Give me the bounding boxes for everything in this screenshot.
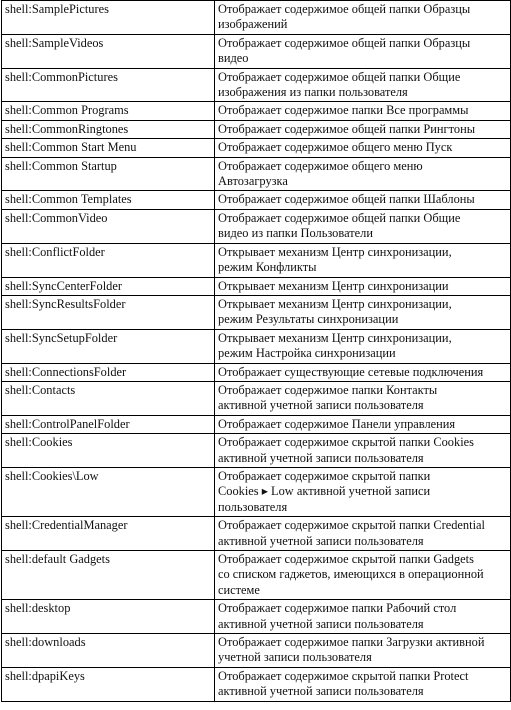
command-cell: shell:SyncSetupFolder bbox=[2, 329, 215, 363]
table-row bbox=[2, 634, 511, 668]
description-cell: Отображает содержимое общего меню Пуск bbox=[215, 139, 511, 157]
command-cell: shell:default Gadgets bbox=[2, 551, 215, 600]
command-cell: shell:Contacts bbox=[2, 381, 215, 415]
table-row bbox=[2, 102, 511, 120]
shell-commands-table bbox=[1, 0, 511, 702]
table-row bbox=[2, 551, 511, 600]
description-cell: Отображает содержимое общей папки Образцы видео bbox=[215, 34, 511, 68]
table-row bbox=[2, 295, 511, 329]
description-cell: Отображает содержимое общей папки Рингтоны bbox=[215, 120, 511, 138]
command-cell: shell:Common Programs bbox=[2, 102, 215, 120]
description-cell: Открывает механизм Центр синхронизации, режим Конфликты bbox=[215, 243, 511, 277]
description-cell: Открывает механизм Центр синхронизации, режим Результаты синхронизации bbox=[215, 295, 511, 329]
command-cell: shell:ControlPanelFolder bbox=[2, 415, 215, 433]
command-cell: shell:dpapiKeys bbox=[2, 667, 215, 701]
command-cell: shell:ConflictFolder bbox=[2, 243, 215, 277]
command-cell: shell:SamplePictures bbox=[2, 1, 215, 35]
table-row bbox=[2, 600, 511, 634]
command-cell: shell:SyncResultsFolder bbox=[2, 295, 215, 329]
command-cell: shell:Cookies\Low bbox=[2, 467, 215, 516]
command-cell: shell:SyncCenterFolder bbox=[2, 277, 215, 295]
description-cell: Отображает содержимое общей папки Шаблоны bbox=[215, 191, 511, 209]
description-cell: Отображает содержимое скрытой папки Gadgets со списком гаджетов, имеющихся в операционной системе bbox=[215, 551, 511, 600]
description-cell: Отображает содержимое папки Контакты активной учетной записи пользователя bbox=[215, 381, 511, 415]
table-row bbox=[2, 467, 511, 516]
table-row bbox=[2, 381, 511, 415]
description-cell: Отображает содержимое папки Все программы bbox=[215, 102, 511, 120]
command-cell: shell:Common Startup bbox=[2, 157, 215, 191]
command-cell: shell:ConnectionsFolder bbox=[2, 363, 215, 381]
description-cell: Отображает содержимое скрытой папки Credential активной учетной записи пользователя bbox=[215, 517, 511, 551]
command-cell: shell:desktop bbox=[2, 600, 215, 634]
table-row bbox=[2, 667, 511, 701]
command-cell: shell:Cookies bbox=[2, 434, 215, 468]
command-cell: shell:SampleVideos bbox=[2, 34, 215, 68]
command-cell: shell:CommonRingtones bbox=[2, 120, 215, 138]
table-row bbox=[2, 209, 511, 243]
command-cell: shell:CommonVideo bbox=[2, 209, 215, 243]
table-row bbox=[2, 517, 511, 551]
table-row bbox=[2, 277, 511, 295]
command-cell: shell:Common Templates bbox=[2, 191, 215, 209]
table-row bbox=[2, 1, 511, 35]
table-row bbox=[2, 434, 511, 468]
table-row bbox=[2, 34, 511, 68]
table-row bbox=[2, 329, 511, 363]
table-body bbox=[2, 1, 511, 702]
table-row bbox=[2, 139, 511, 157]
description-cell: Открывает механизм Центр синхронизации, режим Настройка синхронизации bbox=[215, 329, 511, 363]
command-cell: shell:downloads bbox=[2, 634, 215, 668]
description-cell: Отображает содержимое общей папки Общие видео из папки Пользователи bbox=[215, 209, 511, 243]
table-row bbox=[2, 191, 511, 209]
description-cell: Отображает содержимое папки Рабочий стол активной учетной записи пользователя bbox=[215, 600, 511, 634]
command-cell: shell:Common Start Menu bbox=[2, 139, 215, 157]
description-cell: Отображает существующие сетевые подключения bbox=[215, 363, 511, 381]
table-row bbox=[2, 157, 511, 191]
table-row bbox=[2, 415, 511, 433]
description-cell: Отображает содержимое общей папки Общие изображения из папки пользователя bbox=[215, 68, 511, 102]
description-cell: Отображает содержимое Панели управления bbox=[215, 415, 511, 433]
table-row bbox=[2, 120, 511, 138]
table-row bbox=[2, 68, 511, 102]
description-cell: Отображает содержимое скрытой папки Cookies ▸ Low активной учетной записи пользователя bbox=[215, 467, 511, 516]
table-row bbox=[2, 363, 511, 381]
table-row bbox=[2, 243, 511, 277]
command-cell: shell:CredentialManager bbox=[2, 517, 215, 551]
description-cell: Открывает механизм Центр синхронизации bbox=[215, 277, 511, 295]
description-cell: Отображает содержимое общего меню Автозагрузка bbox=[215, 157, 511, 191]
description-cell: Отображает содержимое общей папки Образцы изображений bbox=[215, 1, 511, 35]
description-cell: Отображает содержимое папки Загрузки активной учетной записи пользователя bbox=[215, 634, 511, 668]
command-cell: shell:CommonPictures bbox=[2, 68, 215, 102]
description-cell: Отображает содержимое скрытой папки Protect активной учетной записи пользователя bbox=[215, 667, 511, 701]
description-cell: Отображает содержимое скрытой папки Cookies активной учетной записи пользователя bbox=[215, 434, 511, 468]
